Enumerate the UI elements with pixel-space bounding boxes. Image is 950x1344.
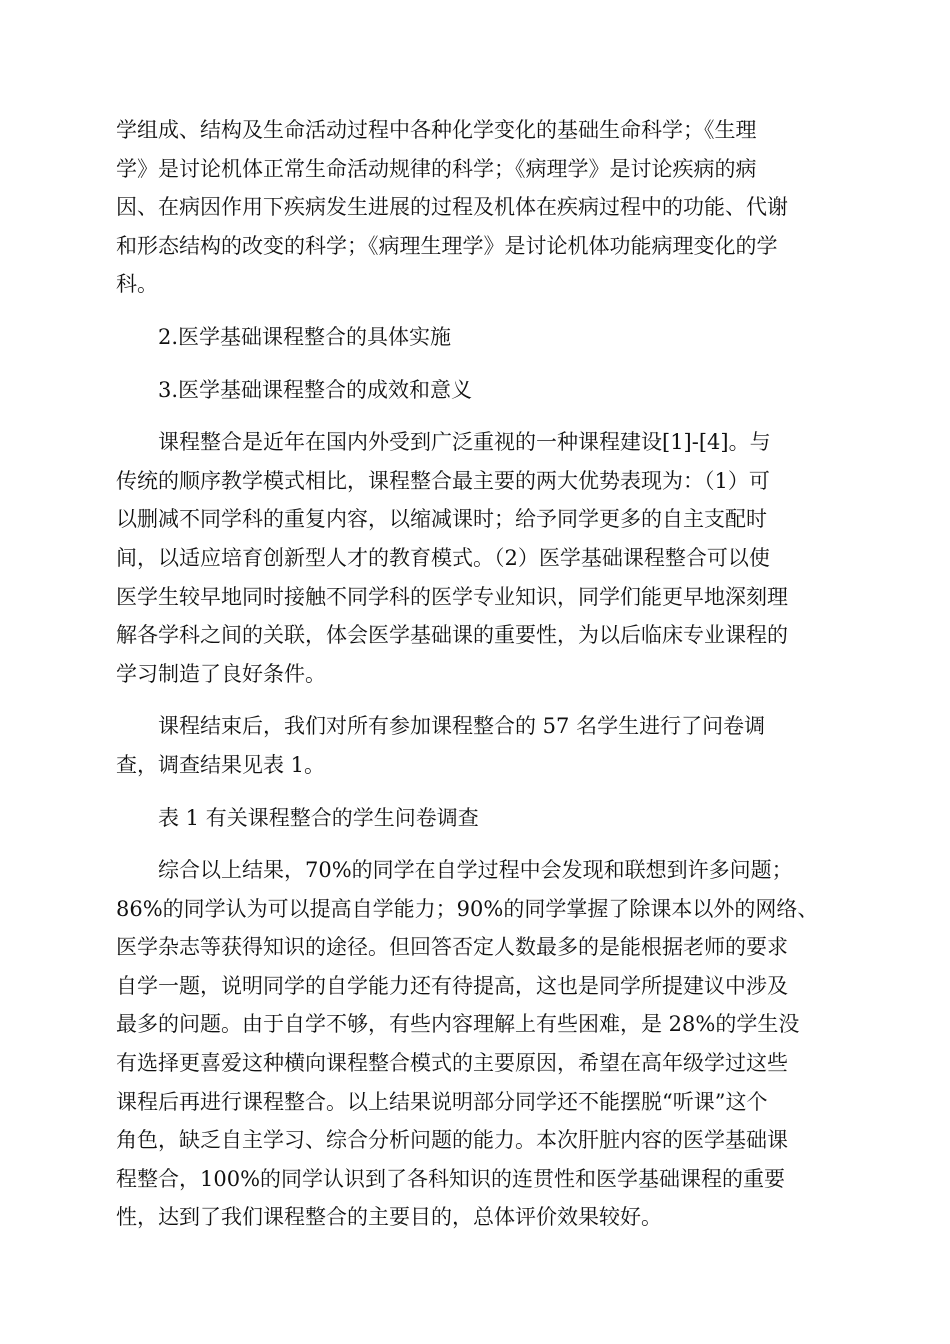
text-line: 因、在病因作用下疾病发生进展的过程及机体在疾病过程中的功能、代谢 [116, 195, 788, 220]
text-line: 学组成、结构及生命活动过程中各种化学变化的基础生命科学；《生理 [116, 118, 757, 142]
paragraph-survey-intro [116, 707, 836, 784]
text-line: 课程整合是近年在国内外受到广泛重视的一种课程建设[1]-[4]。与 [158, 430, 771, 455]
paragraph-survey-conclusion [116, 851, 836, 1237]
heading-text: 3.医学基础课程整合的成效和意义 [158, 377, 473, 402]
text-line: 以删减不同学科的重复内容，以缩减课时；给予同学更多的自主支配时 [116, 507, 767, 532]
text-line: 学》是讨论机体正常生命活动规律的科学；《病理学》是讨论疾病的病 [116, 156, 757, 181]
text-line: 综合以上结果，70%的同学在自学过程中会发现和联想到许多问题； [158, 858, 793, 883]
text-line: 解各学科之间的关联，体会医学基础课的重要性，为以后临床专业课程的 [116, 623, 788, 648]
text-line: 性，达到了我们课程整合的主要目的，总体评价效果较好。 [116, 1205, 662, 1230]
table-caption [116, 799, 836, 838]
text-line: 查，调查结果见表 1。 [116, 752, 326, 777]
section-heading-implementation [116, 318, 836, 357]
text-line: 传统的顺序教学模式相比，课程整合最主要的两大优势表现为：（1）可 [116, 468, 770, 493]
text-line: 课程后再进行课程整合。以上结果说明部分同学还不能摆脱“听课”这个 [116, 1089, 768, 1114]
text-line: 86%的同学认为可以提高自学能力；90%的同学掌握了除课本以外的网络、 [116, 896, 819, 921]
paragraph-integration-advantages [116, 423, 836, 693]
text-line: 角色，缺乏自主学习、综合分析问题的能力。本次肝脏内容的医学基础课 [116, 1128, 788, 1153]
text-line: 自学一题，说明同学的自学能力还有待提高，这也是同学所提建议中涉及 [116, 973, 788, 998]
text-line: 有选择更喜爱这种横向课程整合模式的主要原因，希望在高年级学过这些 [116, 1051, 788, 1076]
document-body [116, 111, 836, 1237]
text-line: 医学生较早地同时接触不同学科的医学专业知识，同学们能更早地深刻理 [116, 584, 788, 609]
caption-text: 表 1 有关课程整合的学生问卷调查 [158, 805, 479, 830]
text-line: 间，以适应培育创新型人才的教育模式。（2）医学基础课程整合可以使 [116, 545, 770, 570]
text-line: 程整合，100%的同学认识到了各科知识的连贯性和医学基础课程的重要 [116, 1166, 786, 1191]
heading-text: 2.医学基础课程整合的具体实施 [158, 324, 452, 349]
text-line: 最多的问题。由于自学不够，有些内容理解上有些困难，是 28%的学生没 [116, 1012, 800, 1037]
text-line: 科。 [116, 272, 158, 297]
text-line: 学习制造了良好条件。 [116, 661, 326, 686]
text-line: 和形态结构的改变的科学；《病理生理学》是讨论机体功能病理变化的学 [116, 233, 778, 258]
paragraph-subject-definitions [116, 111, 836, 304]
section-heading-results [116, 371, 836, 410]
text-line: 医学杂志等获得知识的途径。但回答否定人数最多的是能根据老师的要求 [116, 935, 788, 960]
text-line: 课程结束后，我们对所有参加课程整合的 57 名学生进行了问卷调 [158, 714, 766, 739]
